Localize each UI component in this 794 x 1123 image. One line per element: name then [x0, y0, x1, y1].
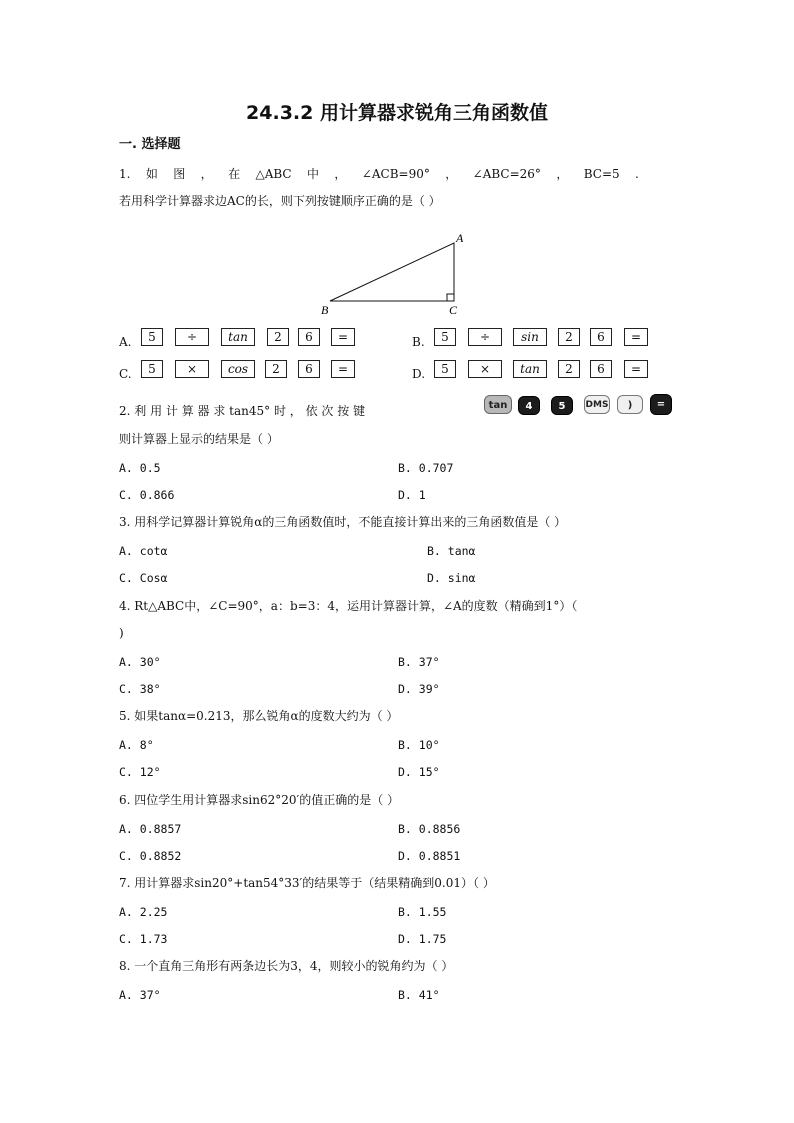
q1-word: ，: [445, 167, 458, 181]
key-tan: tan: [513, 360, 547, 378]
key-6: 6: [590, 328, 612, 346]
key-equals: =: [331, 360, 355, 378]
key-equals: =: [624, 360, 648, 378]
key-2: 2: [267, 328, 289, 346]
calc-key-dms: DMS: [584, 395, 610, 414]
q2-option-a: A. 0.5: [119, 461, 161, 475]
calc-key-equals: =: [650, 394, 672, 415]
key-6: 6: [298, 328, 320, 346]
q5-option-d: D. 15°: [398, 765, 440, 779]
q8-option-a: A. 37°: [119, 988, 161, 1002]
q1-word: 图: [173, 167, 186, 181]
q4-option-a: A. 30°: [119, 655, 161, 669]
q1-stem-line2: 若用科学计算器求边AC的长，则下列按键顺序正确的是（ ）: [119, 194, 441, 208]
key-2: 2: [558, 360, 580, 378]
q8-stem: 8. 一个直角三角形有两条边长为3，4，则较小的锐角约为（ ）: [119, 959, 454, 973]
q3-stem: 3. 用科学记算器计算锐角α的三角函数值时，不能直接计算出来的三角函数值是（ ）: [119, 515, 567, 529]
calc-key-4: 4: [518, 396, 540, 415]
q4-option-b: B. 37°: [398, 655, 440, 669]
vertex-a-label: A: [456, 231, 464, 245]
key-equals: =: [624, 328, 648, 346]
vertex-b-label: B: [321, 303, 329, 317]
calc-key-tan: tan: [484, 395, 512, 414]
q1-number: 1.: [119, 167, 131, 181]
key-5: 5: [434, 328, 456, 346]
q7-option-d: D. 1.75: [398, 932, 447, 946]
q6-option-b: B. 0.8856: [398, 822, 461, 836]
key-2: 2: [558, 328, 580, 346]
key-multiply: ×: [468, 360, 502, 378]
key-6: 6: [590, 360, 612, 378]
triangle-figure: [310, 228, 480, 320]
q3-option-a: A. cotα: [119, 544, 168, 558]
q1-word: ∠ABC=26°: [472, 167, 541, 181]
q3-option-d: D. sinα: [427, 571, 476, 585]
q6-option-c: C. 0.8852: [119, 849, 182, 863]
q1-word: △ABC: [255, 167, 292, 181]
q4-stem-line2: ): [119, 626, 124, 640]
q1-option-d-label: D.: [412, 367, 426, 381]
q1-word: BC=5: [583, 167, 620, 181]
q1-word: 如: [145, 167, 158, 181]
q2-stem-line2: 则计算器上显示的结果是（ ）: [119, 432, 279, 446]
key-divide: ÷: [175, 328, 209, 346]
q2-option-d: D. 1: [398, 488, 426, 502]
q3-option-b: B. tanα: [427, 544, 476, 558]
q2-option-b: B. 0.707: [398, 461, 454, 475]
q5-option-c: C. 12°: [119, 765, 161, 779]
q7-option-a: A. 2.25: [119, 905, 168, 919]
q5-option-b: B. 10°: [398, 738, 440, 752]
q1-word: ，: [200, 167, 213, 181]
vertex-c-label: C: [449, 303, 458, 317]
q5-stem: 5. 如果tanα=0.213，那么锐角α的度数大约为（ ）: [119, 709, 399, 723]
q3-option-c: C. Cosα: [119, 571, 168, 585]
key-sin: sin: [513, 328, 547, 346]
q1-word: ，: [556, 167, 569, 181]
q1-stem-line1: [119, 166, 639, 182]
section-heading: 一. 选择题: [119, 137, 181, 152]
key-tan: tan: [221, 328, 255, 346]
q2-stem: 2. 利 用 计 算 器 求 tan45° 时 ， 依 次 按 键: [119, 404, 366, 418]
q6-option-d: D. 0.8851: [398, 849, 461, 863]
q6-stem: 6. 四位学生用计算器求sin62°20′的值正确的是（ ）: [119, 793, 400, 807]
key-2: 2: [265, 360, 287, 378]
q4-option-d: D. 39°: [398, 682, 440, 696]
q1-option-a-label: A.: [119, 335, 132, 349]
q7-option-b: B. 1.55: [398, 905, 447, 919]
q1-word: 中: [306, 167, 319, 181]
calc-key-5: 5: [551, 396, 573, 415]
q2-option-c: C. 0.866: [119, 488, 175, 502]
key-divide: ÷: [468, 328, 502, 346]
q1-word: ∠ACB=90°: [361, 167, 430, 181]
q4-stem: 4. Rt△ABC中，∠C=90°，a：b=3：4，运用计算器计算，∠A的度数（精确到1°）（: [119, 599, 578, 613]
key-5: 5: [141, 328, 163, 346]
q1-word: .: [635, 167, 639, 181]
page-title: 24.3.2 用计算器求锐角三角函数值: [246, 102, 548, 124]
q1-option-b-label: B.: [412, 335, 425, 349]
key-6: 6: [298, 360, 320, 378]
q7-stem: 7. 用计算器求sin20°+tan54°33′的结果等于（结果精确到0.01）（ ）: [119, 876, 495, 890]
q4-option-c: C. 38°: [119, 682, 161, 696]
q1-word: 在: [228, 167, 241, 181]
key-equals: =: [331, 328, 355, 346]
calc-key-close-paren: ): [617, 395, 643, 414]
key-cos: cos: [221, 360, 255, 378]
q1-option-c-label: C.: [119, 367, 132, 381]
q8-option-b: B. 41°: [398, 988, 440, 1002]
key-5: 5: [141, 360, 163, 378]
q7-option-c: C. 1.73: [119, 932, 168, 946]
q1-word: ，: [334, 167, 347, 181]
q6-option-a: A. 0.8857: [119, 822, 182, 836]
key-5: 5: [434, 360, 456, 378]
key-multiply: ×: [175, 360, 209, 378]
q5-option-a: A. 8°: [119, 738, 154, 752]
